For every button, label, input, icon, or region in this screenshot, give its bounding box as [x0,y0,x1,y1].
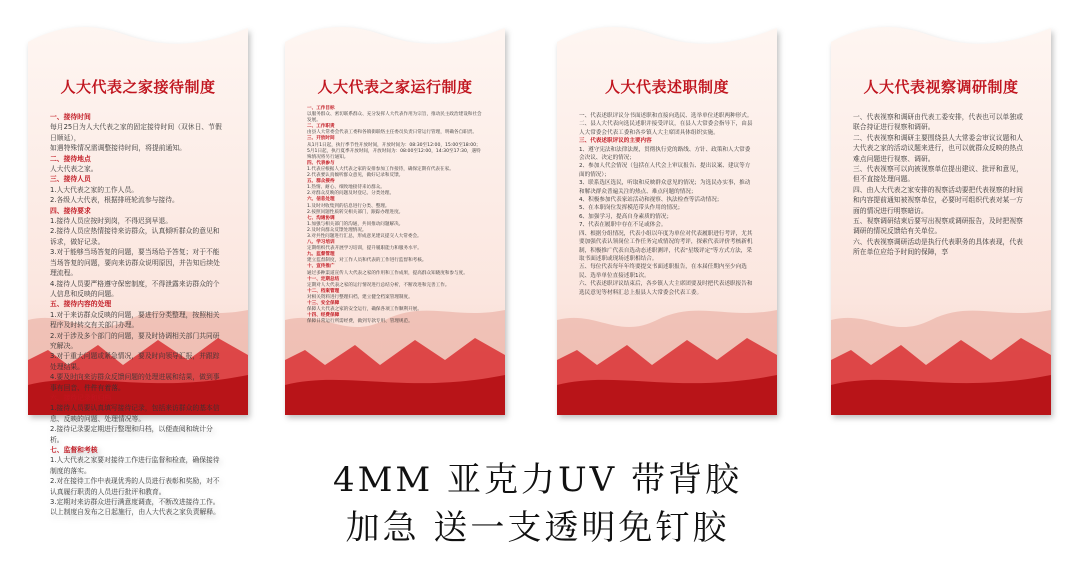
board-operation-system [285,20,505,415]
section-heading: 四、接待要求 [50,206,91,215]
text-line: 从1月1日起，执行季节性开放时间，开放时间为：08:30至12:00，15:00至18:00；5月1日起，执行夏季开放时间，开放时间为：08:00至12:00，14:30至17:30，遇特殊情况将另行通知。 [307,142,481,160]
section-heading: 七、监督和考核 [50,446,98,454]
text-line: 人大代表之家。 [50,165,98,174]
text-line: 五、视察调研结束后要写出视察或调研报告，及时把视察调研的情况反馈给有关单位。 [853,217,1023,236]
section-heading: 五、群众接待 [307,179,335,185]
text-line: 2.对在接待工作中表现优秀的人员进行表彰和奖励，对不认真履行职责的人员进行批评和教育。 [50,477,220,496]
text-line: 四、由人大代表之家安排的视察活动要把代表视察的时间和内容提前通知被视察单位，必要时可组织代表对某一方面的情况进行明察暗访。 [853,185,1023,215]
text-line: 1.对于来访群众反映的问题，要进行分类整理，按照相关程序及时转交有关部门办理。 [50,310,220,330]
text-line: 1.人大代表之家的工作人员。 [50,185,139,194]
text-line: 二、县人大代表向选民述职并接受评议，在县人大常委会指导下，由县人大常委会代表工委和各乡镇人大主席团具体组织实施。 [579,121,753,136]
section-heading: 十、宣传推广 [307,264,335,270]
section-heading: 五、接待内容的处理 [50,300,112,309]
text-line: 1.代表应根据人大代表之家的安排参加工作接待，确保定期有代表在家。 [307,166,454,172]
section-heading: 四、代表参与 [307,160,335,166]
board-text [853,112,1029,382]
text-line: 2.对群众反映的问题及时登记、分类处理。 [307,191,395,197]
text-line: 建立监督制度，对工作人员和代表的工作进行监督和考核。 [307,258,427,264]
text-line: 4.接待人员要严格遵守保密制度，不得泄露来访群众的个人信息和反映的问题。 [50,279,220,298]
section-heading: 八、学习培训 [307,240,335,246]
text-line: 5、在本职岗位发挥模范带头作用的情况； [579,205,684,212]
board-inspection-system [831,20,1051,415]
text-line: 3、联系选区选民，听取和反映群众意见的情况；为选民办实事，推动和解决群众普遍关注的热点、难点问题的情况； [579,180,751,195]
text-line: 4、积极参加代表家站活动和视察、执法检查等活动情况； [579,197,723,204]
text-line: 一、代表述职评议分书面述职和直接向选民、选举单位述职两种形式。 [579,113,753,119]
text-line: 六、代表视察调研活动是执行代表职务的具体表现，代表所在单位应给予时间的保障，享 [853,237,1023,257]
section-heading: 六、信息处理 [307,197,335,203]
board-report-system [557,20,777,415]
text-line: 2.及时向群众反馈处理情况。 [307,227,367,233]
text-line: 2.接待记录要定期进行整理和归档，以便查阅和统计分析。 [50,425,213,444]
section-heading: 一、接待时间 [50,113,91,121]
board-reception-system [28,20,248,517]
section-heading: 九、监督管理 [307,252,335,258]
text-line: 1.及时对收集到的信息进行分类、整理。 [307,203,390,209]
text-line: 如遇特殊情况需调整接待时间，将提前通知。 [50,144,186,153]
section-heading: 六、接待记录和归档 [50,393,112,402]
board-title: 人大代表视察调研制度 [863,78,1019,96]
text-line: 一、代表视察和调研由代表工委安排，代表也可以单独或联合持证进行视察和调研。 [853,113,1023,132]
text-line: 1.接待人员要认真填写接待记录，包括来访群众的基本信息、反映的问题、处理情况等。 [50,404,220,423]
text-line: 1.热情、耐心、细致地接待来访群众。 [307,185,385,191]
text-line: 2.对于涉及多个部门的问题，要及时协调相关部门共同研究解决。 [50,331,220,350]
text-line: 由县人大常委会代表工委和各镇街联络主任委员负责日常运行管理，明确各自职责。 [307,130,477,136]
text-line: 1.加强与相关部门的沟通，共同推动问题解决。 [307,221,404,227]
text-line: 1.人大代表之家要对接待工作进行监督和检查，确保接待制度的落实。 [50,456,220,475]
text-line: 通过多种渠道宣传人大代表之家的作用和工作成果，提高群众知晓度和参与度。 [307,270,468,276]
text-line: 每月25日为人大代表之家的固定接待时间（双休日、节假日顺延）， [50,123,222,142]
board-text [50,112,226,517]
text-line: 二、代表视察和调研主要围绕县人大常委会审议议题和人大代表之家的活动议题来进行，也可以就群众反映的热点难点问题进行视察、调研。 [853,133,1023,163]
text-line: 2.接待人员应热情接待来访群众，认真倾听群众的意见和诉求，做好记录。 [50,227,220,246]
text-line: 对相关资料进行整理归档，建立健全档案管理制度。 [307,294,413,300]
board-text [579,112,755,382]
caption-material: 4MM 亚克力UV 带背胶 [332,460,743,500]
text-line: 保障日常运行所需经费，做到专款专用、管理规范。 [307,319,413,325]
section-heading: 三、开放时间 [307,136,335,142]
caption-promo: 加急 送一支透明免钉胶 [345,508,730,548]
section-heading: 一、工作目标 [307,106,335,111]
text-line: 3.对于能够当场答复的问题，要当场给予答复；对于不能当场答复的问题，要向来访群众说明原因，并告知后续处理流程。 [50,248,220,278]
text-line: 1.接待人员应按时到岗，不得迟到早退。 [50,217,173,226]
board-title: 人大代表之家接待制度 [60,78,216,96]
section-heading: 二、工作职责 [307,124,335,130]
section-heading: 十三、安全保障 [307,301,340,306]
text-line: 6、加强学习，提高自身素质的情况； [579,213,673,220]
section-heading: 二、接待地点 [50,154,91,163]
section-heading: 三、接待人员 [50,175,91,184]
section-heading: 十二、档案管理 [307,288,340,294]
text-line: 以上制度自发布之日起施行，由人大代表之家负责解释。 [50,508,220,517]
text-line: 六、代表述职评议结束后，各乡镇人大主席团要及时把代表述职报告和选民意见等材料汇总上报县人大常委会代表工委。 [579,281,753,296]
section-heading: 三、代表述职评议的主要内容 [579,138,652,145]
text-line: 2.代表要认真倾听群众意见，做好记录和反馈。 [307,173,404,179]
text-line: 2、参加人代会情况（包括在人代会上审议报告、提出议案、建议等方面的情况）； [579,163,751,178]
text-line: 定期组织代表开展学习培训，提升履职能力和服务水平。 [307,246,422,252]
section-heading: 十四、经费保障 [307,313,340,319]
text-line: 四、根据分组情况，代表小组以年度为单位对代表履职进行考评，尤其要加强代表认领岗位工作任务完成情况的考评，探索代表评价考核新机制，积极推广代表自选动态述职测评，代表"星级评定"等方式方法，采取书面述职或现场述职相结合。 [579,230,753,262]
board-title: 人大代表之家运行制度 [317,78,473,96]
board-title: 人大代表述职制度 [604,78,729,96]
section-heading: 十一、定期总结 [307,276,340,282]
text-line: 定期对人大代表之家的运行情况进行总结分析，不断改进和完善工作。 [307,282,450,288]
section-heading: 七、沟通协调 [307,215,335,221]
text-line: 保障人大代表之家的安全运行，确保各项工作顺利开展。 [307,307,422,313]
text-line: 2.各级人大代表，根据排班轮流参与接待。 [50,196,179,205]
text-line: 以服务群众、密切联系群众、充分发挥人大代表作用为宗旨，推动民主政治建设和社会发展。 [307,112,482,124]
text-line: 3.对于重大问题或紧急情况，要及时向领导汇报，并跟踪处理结果。 [50,352,220,371]
text-line: 7、代表在履职中存在不足或体会。 [579,222,667,229]
text-line: 4.要及时向来访群众反馈问题的处理进展和结果，做到事事有回音、件件有着落。 [50,373,220,392]
text-line: 3.定期对来访群众进行满意度调查，不断改进接待工作。 [50,498,220,507]
text-line: 3.对共性问题进行汇总，形成意见建议提交人大常委会。 [307,233,422,239]
text-line: 2.按照问题性质转交相关部门，跟踪办理进度。 [307,209,404,215]
board-text [307,106,483,376]
text-line: 1、遵守宪法和法律法规，贯彻执行党的路线、方针、政策和人大常委会决议、决定的情况； [579,146,751,162]
text-line: 三、代表视察可以向被视察单位提出建议、批评和意见，但不直接处理问题。 [853,165,1023,184]
text-line: 五、每位代表每年年终要提交书面述职报告，在本届任期内至少向选民、选举单位直接述职1次。 [579,264,747,279]
